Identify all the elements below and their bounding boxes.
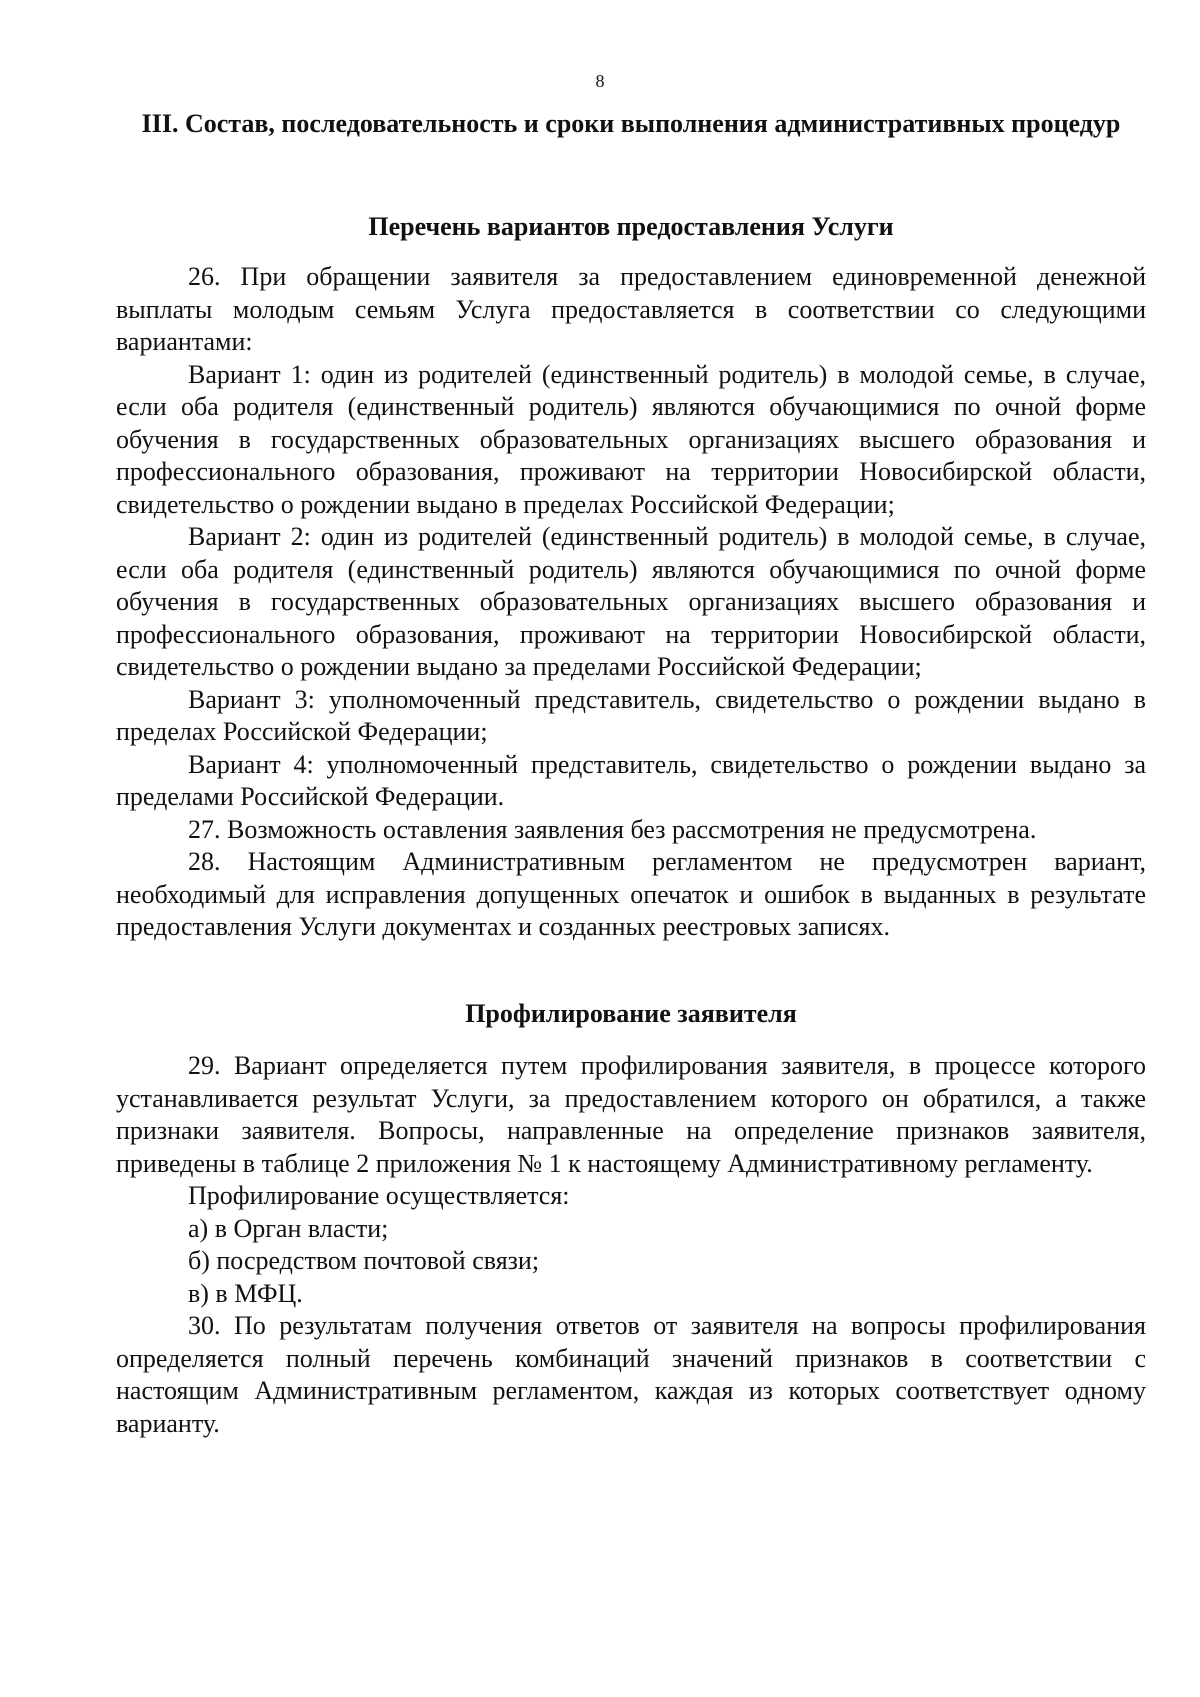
paragraph-28: 28. Настоящим Административным регламентом не предусмотрен вариант, необходимый для исправления допущенных опечаток и ошибок в выданных в результате предоставления Услуги документах и созданных реестровых записях.: [116, 847, 1146, 941]
paragraph-variant-3: Вариант 3: уполномоченный представитель, свидетельство о рождении выдано в пределах Российской Федерации;: [116, 684, 1146, 746]
subsection-heading-block-2: [116, 998, 1146, 1029]
subsection-heading-block-1: [116, 211, 1146, 242]
paragraph-profiling-intro: Профилирование осуществляется:: [188, 1181, 570, 1210]
subsection-title-variants: Перечень вариантов предоставления Услуги: [368, 212, 894, 241]
paragraph-27: 27. Возможность оставления заявления без рассмотрения не предусмотрена.: [188, 814, 1037, 844]
paragraph-variant-4: Вариант 4: уполномоченный представитель, свидетельство о рождении выдано за пределами Российской Федерации.: [116, 749, 1146, 811]
profiling-text-block: [116, 1050, 1146, 1440]
list-item-a: а) в Орган власти;: [188, 1213, 389, 1243]
section-heading-block: [116, 108, 1146, 139]
page-number: 8: [595, 71, 605, 91]
list-item-v: в) в МФЦ.: [188, 1278, 303, 1308]
paragraph-30: 30. По результатам получения ответов от заявителя на вопросы профилирования определяется полный перечень комбинаций значений признаков в соответствии с настоящим Административным регламентом, каждая из которых соответствует одному варианту.: [116, 1311, 1146, 1438]
variants-text-block: [116, 261, 1146, 944]
list-item-b: б) посредством почтовой связи;: [188, 1246, 540, 1275]
paragraph-29: 29. Вариант определяется путем профилирования заявителя, в процессе которого устанавливается результат Услуги, за предоставлением которого он обратился, а также признаки заявителя. Вопросы, направленные на определение признаков заявителя, приведены в таблице 2 приложения № 1 к настоящему Административному регламенту.: [116, 1051, 1146, 1178]
subsection-title-profiling: Профилирование заявителя: [465, 999, 797, 1028]
section-title: III. Состав, последовательность и сроки выполнения административных процедур: [141, 109, 1121, 138]
paragraph-variant-2: Вариант 2: один из родителей (единственный родитель) в молодой семье, в случае, если оба родителя (единственный родитель) являются обучающимися по очной форме обучения в государственных образовательных организациях высшего образования и профессионального образования, проживают на территории Новосибирской области, свидетельство о рождении выдано за пределами Российской Федерации;: [116, 522, 1146, 681]
paragraph-26: 26. При обращении заявителя за предоставлением единовременной денежной выплаты молодым семьям Услуга предоставляется в соответствии со следующими вариантами:: [116, 262, 1146, 356]
paragraph-variant-1: Вариант 1: один из родителей (единственный родитель) в молодой семье, в случае, если оба родителя (единственный родитель) являются обучающимися по очной форме обучения в государственных образовательных организациях высшего образования и профессионального образования, проживают на территории Новосибирской области, свидетельство о рождении выдано в пределах Российской Федерации;: [116, 359, 1146, 519]
